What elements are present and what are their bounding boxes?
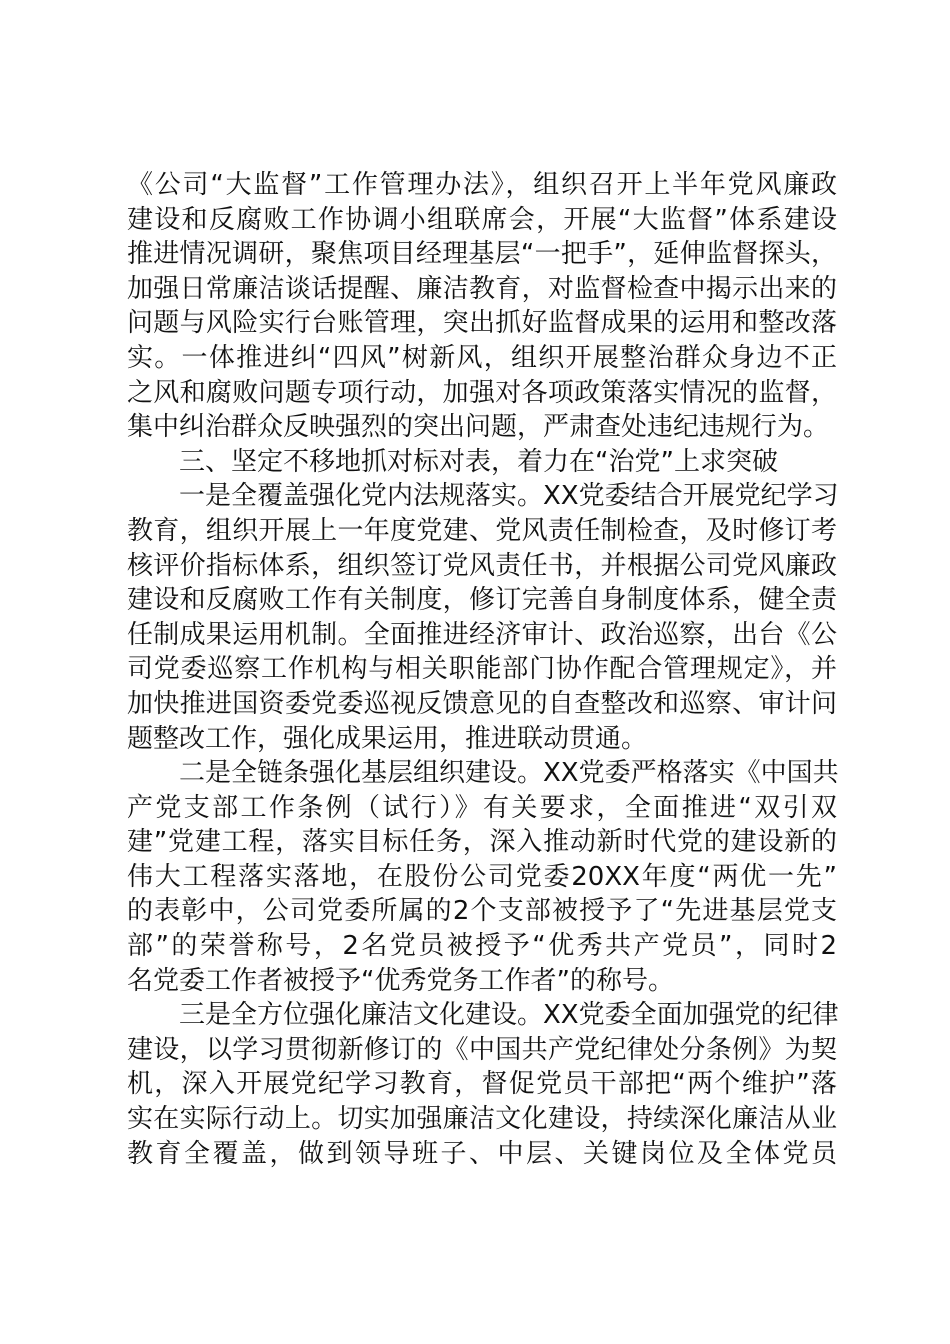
text-line: 的表彰中，公司党委所属的2个支部被授予了“先进基层党支: [127, 896, 837, 927]
text-line: 《公司“大监督”工作管理办法》，组织召开上半年党风廉政: [127, 170, 837, 200]
text-line: 任制成果运用机制。全面推进经济审计、政治巡察，出台《公: [127, 619, 837, 650]
paragraph: [127, 998, 837, 1171]
text-line: 核评价指标体系，组织签订党风责任书，并根据公司党风廉政: [127, 550, 837, 581]
text-line: 推进情况调研，聚焦项目经理基层“一把手”，延伸监督探头，: [127, 239, 837, 270]
text-line: 建设和反腐败工作协调小组联席会，开展“大监督”体系建设: [127, 204, 837, 235]
text-line: 之风和腐败问题专项行动，加强对各项政策落实情况的监督，: [127, 377, 837, 408]
text-line: 题整改工作，强化成果运用，推进联动贯通。: [127, 723, 648, 754]
section-heading: [127, 445, 837, 480]
text-line: 二是全链条强化基层组织建设。XX党委严格落实《中国共: [127, 758, 839, 789]
text-line: 部”的荣誉称号，2名党员被授予“优秀共产党员”，同时2: [127, 931, 837, 962]
text-line: 建”党建工程，落实目标任务，深入推动新时代党的建设新的: [127, 827, 837, 858]
text-line: 加快推进国资委党委巡视反馈意见的自查整改和巡察、审计问: [127, 688, 837, 719]
heading-line: 三、坚定不移地抓对标对表，着力在“治党”上求突破: [127, 446, 778, 477]
text-line: 机，深入开展党纪学习教育，督促党员干部把“两个维护”落: [127, 1069, 837, 1100]
document-body: [127, 168, 837, 1171]
text-line: 一是全覆盖强化党内法规落实。XX党委结合开展党纪学习: [127, 481, 839, 512]
paragraph: [127, 168, 837, 445]
text-line: 集中纠治群众反映强烈的突出问题，严肃查处违纪违规行为。: [127, 412, 830, 443]
text-line: 三是全方位强化廉洁文化建设。XX党委全面加强党的纪律: [127, 1000, 839, 1031]
text-line: 名党委工作者被授予“优秀党务工作者”的称号。: [127, 965, 674, 996]
text-line: 实。一体推进纠“四风”树新风，组织开展整治群众身边不正: [127, 342, 837, 373]
text-line: 建设，以学习贯彻新修订的《中国共产党纪律处分条例》为契: [127, 1034, 837, 1065]
text-line: 伟大工程落实落地，在股份公司党委20XX年度“两优一先”: [127, 861, 837, 892]
text-line: 教育全覆盖，做到领导班子、中层、关键岗位及全体党员: [127, 1138, 837, 1169]
text-line: 建设和反腐败工作有关制度，修订完善自身制度体系，健全责: [127, 585, 837, 616]
paragraph: [127, 756, 837, 998]
text-line: 教育，组织开展上一年度党建、党风责任制检查，及时修订考: [127, 515, 837, 546]
text-line: 产党支部工作条例（试行）》有关要求，全面推进“双引双: [127, 792, 837, 823]
text-line: 实在实际行动上。切实加强廉洁文化建设，持续深化廉洁从业: [127, 1104, 837, 1135]
paragraph: [127, 479, 837, 756]
text-line: 司党委巡察工作机构与相关职能部门协作配合管理规定》，并: [127, 654, 837, 685]
text-line: 加强日常廉洁谈话提醒、廉洁教育，对监督检查中揭示出来的: [127, 273, 837, 304]
text-line: 问题与风险实行台账管理，突出抓好监督成果的运用和整改落: [127, 308, 837, 339]
